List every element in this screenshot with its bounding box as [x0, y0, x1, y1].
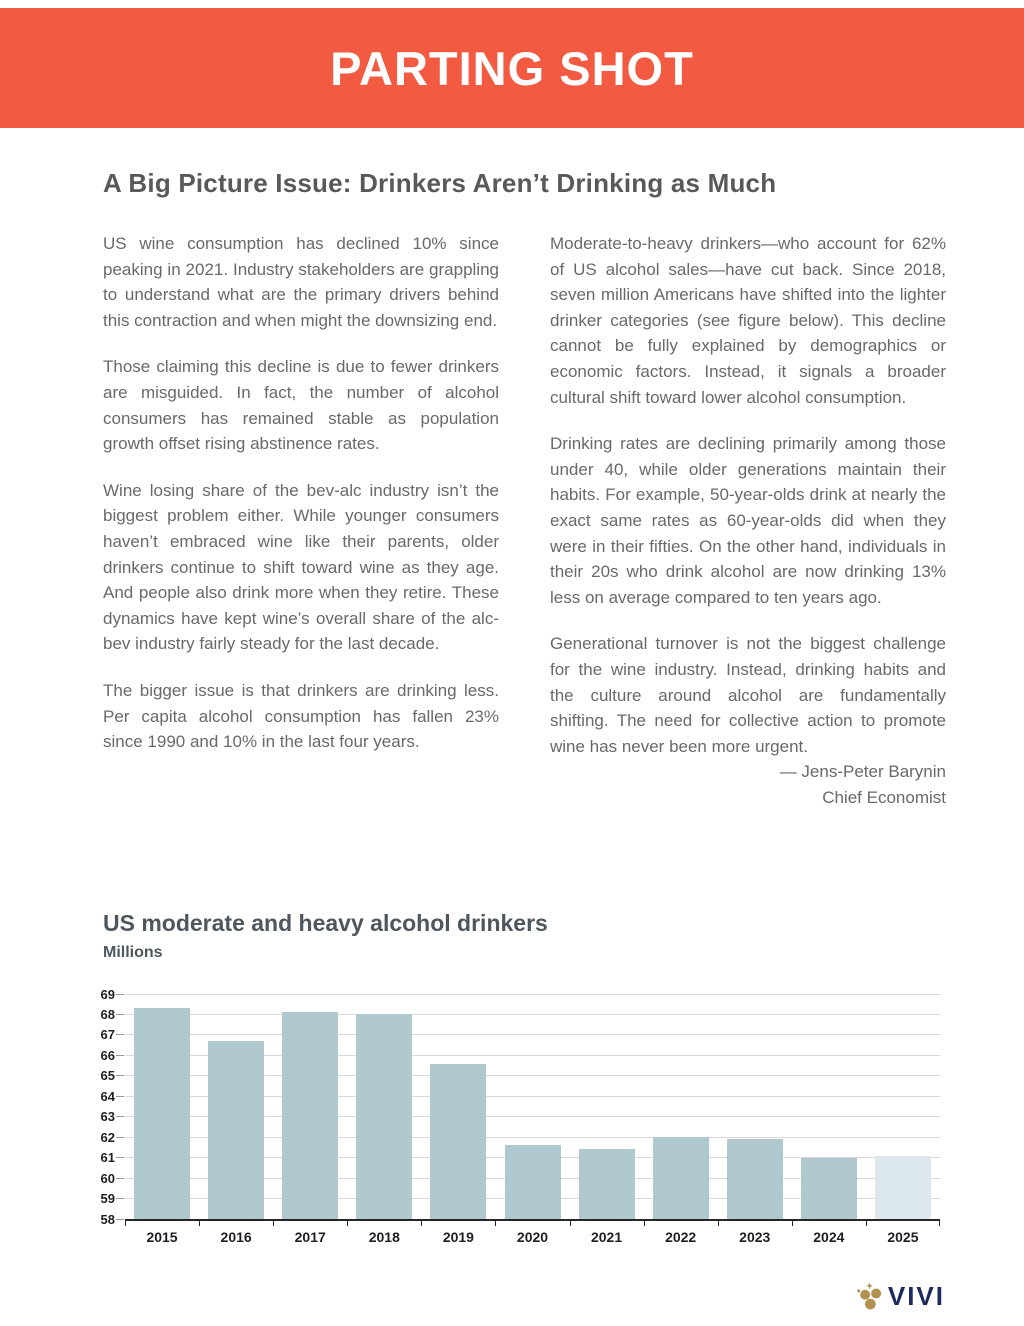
- y-axis-tick: [116, 1014, 124, 1015]
- y-axis-tick: [116, 1219, 124, 1220]
- x-axis-label-2023: 2023: [739, 1229, 771, 1245]
- byline-name: — Jens-Peter Barynin: [779, 762, 946, 782]
- x-axis-label-2021: 2021: [590, 1229, 623, 1245]
- x-axis-label-2024: 2024: [813, 1229, 845, 1245]
- y-axis-tick: [116, 1178, 124, 1179]
- gridline-68: [125, 1014, 940, 1015]
- x-axis-label-2025: 2025: [887, 1229, 919, 1245]
- x-axis-label-2015: 2015: [146, 1229, 178, 1245]
- bar-2023: [727, 1139, 783, 1219]
- y-axis-tick: [116, 1137, 124, 1138]
- y-axis-tick: [116, 1198, 124, 1199]
- x-axis-tick: [273, 1221, 274, 1226]
- x-axis-label-2020: 2020: [516, 1229, 549, 1245]
- y-axis-tick: [116, 994, 124, 995]
- x-axis-tick: [644, 1221, 645, 1226]
- grape-cluster-icon: [856, 1283, 884, 1311]
- x-axis-tick: [718, 1221, 719, 1226]
- y-axis-label-62: 62: [100, 1129, 115, 1145]
- x-axis-tick: [125, 1221, 126, 1226]
- byline-title: Chief Economist: [822, 787, 946, 807]
- paragraph: US wine consumption has declined 10% since peaking in 2021. Industry stakeholders are grappling to understand what are the primary drivers behind this contraction and when might the downsizing end.: [103, 234, 499, 330]
- paragraph: Generational turnover is not the biggest challenge for the wine industry. Instead, drinking habits and the culture around alcohol are fundamentally shifting. The need for collective action to promote wine has never been more urgent.: [550, 634, 946, 756]
- y-axis-label-66: 66: [100, 1047, 115, 1063]
- bar-2024: [801, 1158, 857, 1219]
- article-heading: A Big Picture Issue: Drinkers Aren’t Drinking as Much: [103, 168, 777, 198]
- y-axis-label-67: 67: [100, 1027, 115, 1043]
- header-band: [0, 8, 1024, 128]
- bar-2018: [356, 1014, 412, 1219]
- y-axis-label-63: 63: [100, 1109, 115, 1125]
- y-axis-tick: [116, 1157, 124, 1158]
- x-axis-tick: [199, 1221, 200, 1226]
- bar-chart: [100, 986, 940, 1245]
- y-axis-label-60: 60: [100, 1170, 115, 1186]
- x-axis-label-2022: 2022: [665, 1229, 697, 1245]
- bar-2020: [505, 1145, 561, 1219]
- article-body: [103, 231, 946, 810]
- y-axis-label-64: 64: [100, 1088, 115, 1104]
- bar-2015: [134, 1008, 190, 1219]
- x-axis-label-2016: 2016: [220, 1229, 252, 1245]
- y-axis-tick: [116, 1034, 124, 1035]
- left-column: [103, 231, 499, 810]
- chart-title: US moderate and heavy alcohol drinkers: [103, 910, 548, 936]
- x-axis-tick: [495, 1221, 496, 1226]
- bar-2022: [653, 1137, 709, 1219]
- paragraph: Those claiming this decline is due to fewer drinkers are misguided. In fact, the number of alcohol consumers has remained stable as population growth offset rising abstinence rates.: [103, 357, 499, 454]
- y-axis-label-59: 59: [100, 1191, 115, 1207]
- paragraph: Drinking rates are declining primarily among those under 40, while older generations maintain their habits. For example, 50-year-olds drink at nearly the exact same rates as 60-year-olds did when they were in their fifties. On the other hand, individuals in their 20s who drink alcohol are now drinking 13% less on average compared to ten years ago.: [550, 434, 946, 607]
- y-axis-label-61: 61: [100, 1150, 115, 1166]
- bar-2025: [875, 1156, 931, 1219]
- y-axis-label-58: 58: [100, 1211, 115, 1227]
- y-axis-tick: [116, 1096, 124, 1097]
- x-axis-tick: [421, 1221, 422, 1226]
- paragraph: Moderate-to-heavy drinkers—who account for 62% of US alcohol sales—have cut back. Since 2018, seven million Americans have shifted into the lighter drinker categories (see figure below). This decline cannot be fully explained by demographics or economic factors. Instead, it signals a broader cultural shift toward lower alcohol consumption.: [550, 234, 946, 407]
- y-axis-tick: [116, 1055, 124, 1056]
- bar-2019: [430, 1064, 486, 1219]
- gridline-69: [125, 994, 940, 995]
- bar-2021: [579, 1149, 635, 1219]
- paragraph: The bigger issue is that drinkers are drinking less. Per capita alcohol consumption has fallen 23% since 1990 and 10% in the last four years.: [103, 680, 499, 752]
- x-axis-label-2019: 2019: [442, 1229, 474, 1245]
- y-axis-label-65: 65: [100, 1068, 115, 1084]
- gridline-67: [125, 1034, 940, 1035]
- logo-text: VIVI: [887, 1281, 945, 1311]
- x-axis-tick: [939, 1221, 940, 1226]
- y-axis-label-68: 68: [100, 1006, 115, 1022]
- bar-2016: [208, 1041, 264, 1219]
- page-title: PARTING SHOT: [330, 41, 694, 95]
- vivi-logo: [856, 1281, 945, 1312]
- bar-2017: [282, 1012, 338, 1219]
- y-axis-tick: [116, 1116, 124, 1117]
- x-axis-tick: [866, 1221, 867, 1226]
- y-axis-label-69: 69: [100, 986, 115, 1002]
- chart-y-axis-caption: Millions: [103, 944, 163, 961]
- y-axis-tick: [116, 1075, 124, 1076]
- x-axis-tick: [347, 1221, 348, 1226]
- x-axis-label-2018: 2018: [368, 1229, 400, 1245]
- paragraph: Wine losing share of the bev-alc industry isn’t the biggest problem either. While younger consumers haven’t embraced wine like their parents, older drinkers continue to shift toward wine as they age. And people also drink more when they retire. These dynamics have kept wine’s overall share of the alc-bev industry fairly steady for the last decade.: [103, 480, 499, 654]
- right-column: [550, 231, 946, 810]
- x-axis-tick: [792, 1221, 793, 1226]
- x-axis-tick: [570, 1221, 571, 1226]
- x-axis-label-2017: 2017: [294, 1229, 326, 1245]
